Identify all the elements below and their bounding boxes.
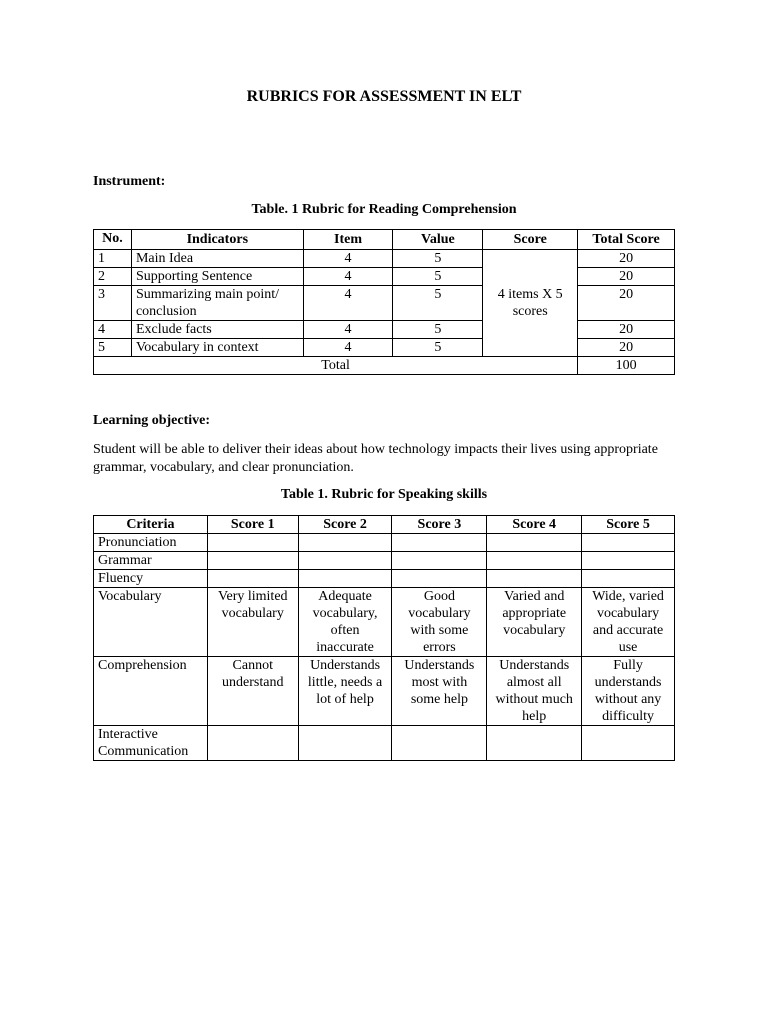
score-cell (207, 552, 298, 570)
score-cell (582, 534, 675, 552)
score-cell (582, 726, 675, 761)
score-cell (298, 726, 392, 761)
speaking-table-caption: Table 1. Rubric for Speaking skills (280, 487, 488, 502)
table-row (94, 552, 675, 570)
criteria-cell: Fluency (94, 570, 208, 588)
table-row (94, 321, 675, 339)
column-header-score-2: Score 2 (298, 516, 392, 534)
speaking-rubric-table (93, 515, 675, 761)
item-cell: 4 (303, 250, 393, 268)
document-title: RUBRICS FOR ASSESSMENT IN ELT (246, 88, 522, 105)
score-cell (487, 534, 582, 552)
table-row (94, 268, 675, 286)
column-header-score-4: Score 4 (487, 516, 582, 534)
reading-rubric-table (93, 229, 675, 375)
total-score-cell: 20 (578, 250, 675, 268)
score-cell (392, 570, 487, 588)
value-cell: 5 (393, 250, 483, 268)
score-cell: Adequate vocabulary, often inaccurate (298, 588, 392, 657)
column-header-score-5: Score 5 (582, 516, 675, 534)
score-merged-cell: 4 items X 5 scores (483, 250, 578, 357)
value-cell: 5 (393, 268, 483, 286)
value-cell: 5 (393, 286, 483, 321)
row-number: 5 (94, 339, 132, 357)
criteria-cell: Grammar (94, 552, 208, 570)
table-row (94, 726, 675, 761)
score-cell (487, 552, 582, 570)
score-cell: Good vocabulary with some errors (392, 588, 487, 657)
table-row (94, 286, 675, 321)
item-cell: 4 (303, 339, 393, 357)
score-cell: Cannot understand (207, 657, 298, 726)
item-cell: 4 (303, 286, 393, 321)
total-score-cell: 20 (578, 286, 675, 321)
column-header-score: Score (483, 230, 578, 250)
item-cell: 4 (303, 268, 393, 286)
column-header-score-3: Score 3 (392, 516, 487, 534)
score-cell (298, 552, 392, 570)
indicator-cell: Vocabulary in context (131, 339, 303, 357)
column-header-total-score: Total Score (578, 230, 675, 250)
total-score-cell: 20 (578, 321, 675, 339)
table-row (94, 570, 675, 588)
indicator-cell: Exclude facts (131, 321, 303, 339)
total-score-cell: 20 (578, 268, 675, 286)
column-header-item: Item (303, 230, 393, 250)
total-label: Total (94, 357, 578, 375)
table-row (94, 657, 675, 726)
value-cell: 5 (393, 339, 483, 357)
indicator-cell: Summarizing main point/ conclusion (131, 286, 303, 321)
column-header-score-1: Score 1 (207, 516, 298, 534)
criteria-cell: Vocabulary (94, 588, 208, 657)
column-header-value: Value (393, 230, 483, 250)
reading-table-caption: Table. 1 Rubric for Reading Comprehension (251, 202, 517, 217)
score-cell: Fully understands without any difficulty (582, 657, 675, 726)
criteria-cell: Interactive Communication (94, 726, 208, 761)
score-cell: Very limited vocabulary (207, 588, 298, 657)
learning-objective-label: Learning objective: (93, 413, 211, 428)
score-cell (392, 552, 487, 570)
total-row (94, 357, 675, 375)
value-cell: 5 (393, 321, 483, 339)
learning-objective-text: Student will be able to deliver their ideas about how technology impacts their lives using appropriate grammar, vocabulary, and clear pronunciation. (93, 442, 658, 475)
score-cell: Wide, varied vocabulary and accurate use (582, 588, 675, 657)
score-cell (582, 552, 675, 570)
table-row (94, 588, 675, 657)
score-cell (298, 534, 392, 552)
total-value: 100 (578, 357, 675, 375)
column-header-no: No. (94, 230, 132, 250)
score-cell (392, 726, 487, 761)
score-cell: Understands almost all without much help (487, 657, 582, 726)
row-number: 2 (94, 268, 132, 286)
table-header-row (94, 230, 675, 250)
item-cell: 4 (303, 321, 393, 339)
column-header-criteria: Criteria (94, 516, 208, 534)
criteria-cell: Pronunciation (94, 534, 208, 552)
total-score-cell: 20 (578, 339, 675, 357)
indicator-cell: Main Idea (131, 250, 303, 268)
score-cell (207, 726, 298, 761)
score-cell (487, 570, 582, 588)
score-cell (582, 570, 675, 588)
score-cell (207, 570, 298, 588)
score-cell (298, 570, 392, 588)
score-cell: Understands most with some help (392, 657, 487, 726)
score-cell: Understands little, needs a lot of help (298, 657, 392, 726)
score-cell (487, 726, 582, 761)
column-header-indicators: Indicators (131, 230, 303, 250)
row-number: 1 (94, 250, 132, 268)
table-header-row (94, 516, 675, 534)
criteria-cell: Comprehension (94, 657, 208, 726)
row-number: 3 (94, 286, 132, 321)
row-number: 4 (94, 321, 132, 339)
score-cell (207, 534, 298, 552)
instrument-label: Instrument: (93, 174, 166, 189)
score-cell: Varied and appropriate vocabulary (487, 588, 582, 657)
score-cell (392, 534, 487, 552)
indicator-cell: Supporting Sentence (131, 268, 303, 286)
table-row (94, 250, 675, 268)
table-row (94, 534, 675, 552)
table-row (94, 339, 675, 357)
